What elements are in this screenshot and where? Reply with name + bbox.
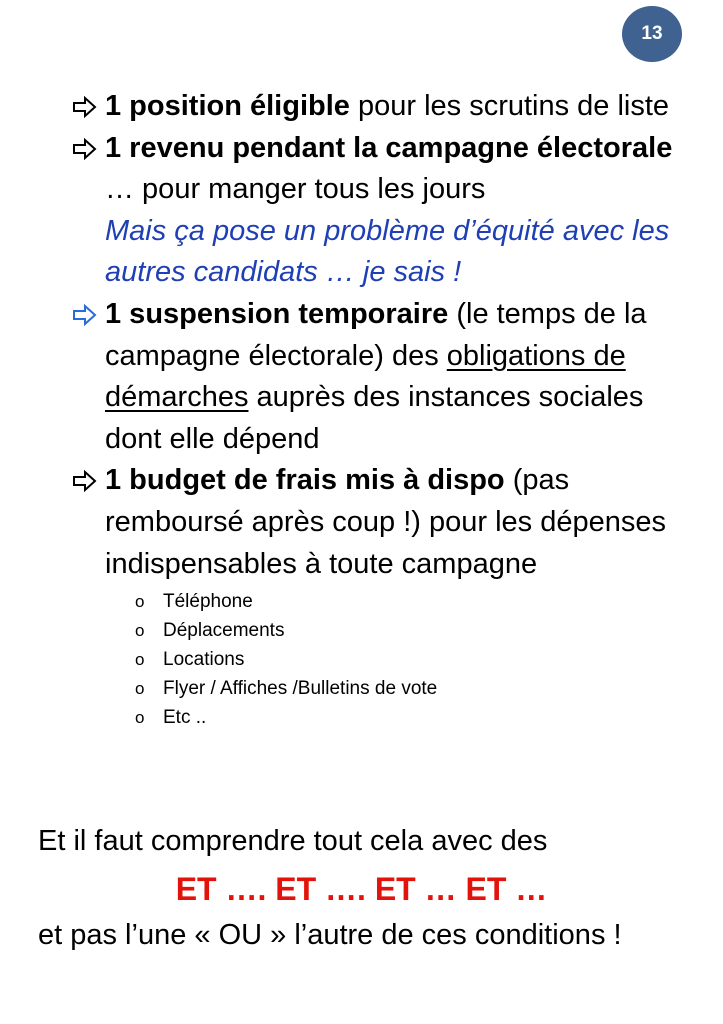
item-text: (le temps de la campagne électorale) des bbox=[105, 297, 647, 372]
sub-list-item: o Déplacements bbox=[135, 616, 723, 645]
list-item-budget bbox=[0, 460, 723, 585]
item-text: pour les scrutins de liste bbox=[349, 90, 670, 122]
main-content bbox=[0, 86, 723, 732]
right-arrow-icon bbox=[72, 138, 97, 160]
closing-emphasis: ET …. ET …. ET … ET … bbox=[175, 871, 548, 907]
item-heading: 1 suspension temporaire bbox=[105, 297, 449, 330]
expense-sub-list bbox=[0, 587, 723, 732]
circle-bullet-icon: o bbox=[135, 679, 145, 699]
circle-bullet-icon: o bbox=[135, 621, 145, 641]
page-number: 13 bbox=[641, 23, 663, 44]
list-item-suspension bbox=[0, 294, 723, 460]
item-text: auprès des instances sociales dont elle dépend bbox=[105, 381, 644, 455]
item-text: (pas remboursé après coup !) pour les dépenses indispensables à toute campagne bbox=[105, 464, 666, 580]
sub-list-item: o Téléphone bbox=[135, 587, 723, 616]
item-underlined-text: obligations de démarches bbox=[105, 339, 626, 414]
item-heading: 1 position éligible bbox=[105, 90, 350, 122]
right-arrow-icon bbox=[72, 304, 97, 326]
list-item-revenu bbox=[0, 128, 723, 294]
closing-line-1: Et il faut comprendre tout cela avec des bbox=[38, 825, 548, 857]
circle-bullet-icon: o bbox=[135, 592, 145, 612]
closing-line-2: et pas l’une « OU » l’autre de ces conditions ! bbox=[38, 919, 622, 951]
circle-bullet-icon: o bbox=[135, 708, 145, 728]
sub-list-item: o Locations bbox=[135, 645, 723, 674]
circle-bullet-icon: o bbox=[135, 650, 145, 670]
item-heading: 1 budget de frais mis à dispo bbox=[105, 464, 505, 497]
page-number-badge bbox=[622, 6, 682, 62]
item-note: Mais ça pose un problème d’équité avec les autres candidats … je sais ! bbox=[105, 214, 670, 289]
item-heading: 1 revenu pendant la campagne électorale bbox=[105, 131, 673, 164]
right-arrow-icon bbox=[72, 96, 97, 118]
item-text: … pour manger tous les jours bbox=[105, 173, 486, 206]
right-arrow-icon bbox=[72, 470, 97, 492]
list-item-position bbox=[0, 86, 723, 128]
sub-list-item: o Flyer / Affiches /Bulletins de vote bbox=[135, 674, 723, 703]
sub-list-item: o Etc .. bbox=[135, 703, 723, 732]
